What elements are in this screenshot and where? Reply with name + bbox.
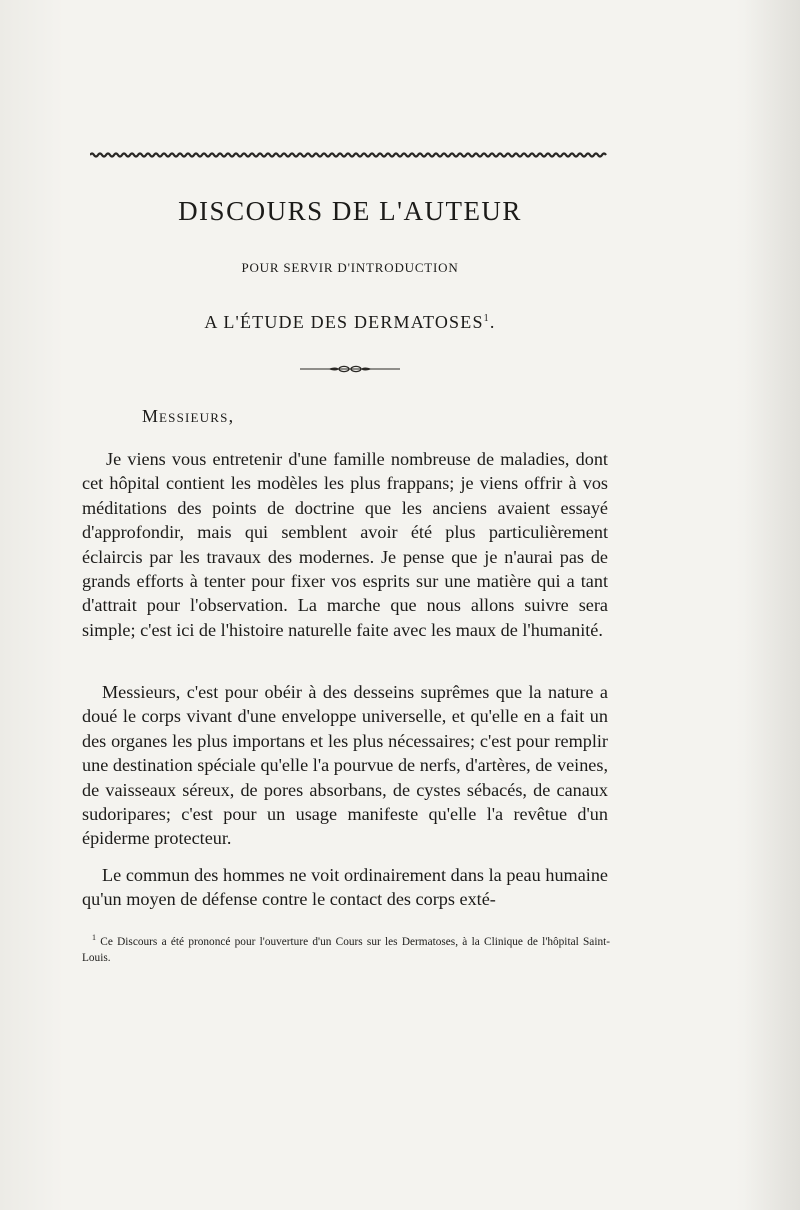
footnote — [82, 930, 610, 966]
salutation — [142, 406, 234, 427]
salutation-rest: ESSIEURS — [159, 410, 229, 425]
salutation-punct: , — [228, 406, 235, 426]
paragraph-2: Messieurs, c'est pour obéir à des desseins suprêmes que la nature a doué le corps vivant d'une enveloppe universelle, et qu'elle en a fait un des organes les plus importans et les plus nécessaires; c'est pour remplir une destination spéciale qu'elle l'a pourvue de nerfs, d'artères, de veines, de vaisseaux séreux, de pores absorbans, de cystes sébacés, de canaux sudoripares; c'est pour un usage manifeste qu'elle l'a revêtue d'un épiderme protecteur. — [82, 682, 608, 849]
salutation-initial: M — [142, 406, 160, 426]
subtitle2-text: A L'ÉTUDE DES DERMATOSES — [204, 312, 484, 332]
paragraph-1: Je viens vous entretenir d'une famille nombreuse de maladies, dont cet hôpital contient les modèles les plus frappans; je viens offrir à vos méditations des points de doctrine que les anciens avaient essayé d'approfondir, mais qui semblent avoir été plus particulièrement éclaircis par les travaux des modernes. Je pense que je n'aurai pas de grands efforts à tenter pour fixer vos esprits sur une matière qui a tant d'attrait pour l'observation. La marche que nous allons suivre sera simple; c'est ici de l'histoire naturelle faite avec les maux de l'humanité. — [82, 449, 608, 640]
page-title: DISCOURS DE L'AUTEUR — [178, 196, 522, 226]
decorative-top-rule — [90, 150, 608, 160]
page-edge-shadow — [744, 0, 800, 1210]
footnote-reference: 1 — [483, 313, 490, 324]
footnote-mark: 1 — [92, 933, 96, 942]
page-subtitle: POUR SERVIR D'INTRODUCTION — [241, 260, 459, 275]
page-subtitle-main: A L'ÉTUDE DES DERMATOSES$^1$. — [204, 312, 496, 332]
ornament-divider — [300, 364, 400, 374]
paragraph-3: Le commun des hommes ne voit ordinairement dans la peau humaine qu'un moyen de défense contre le contact des corps exté- — [82, 865, 608, 910]
footnote-text: Ce Discours a été prononcé pour l'ouverture d'un Cours sur les Dermatoses, à la Clinique de l'hôpital Saint-Louis. — [82, 935, 611, 964]
